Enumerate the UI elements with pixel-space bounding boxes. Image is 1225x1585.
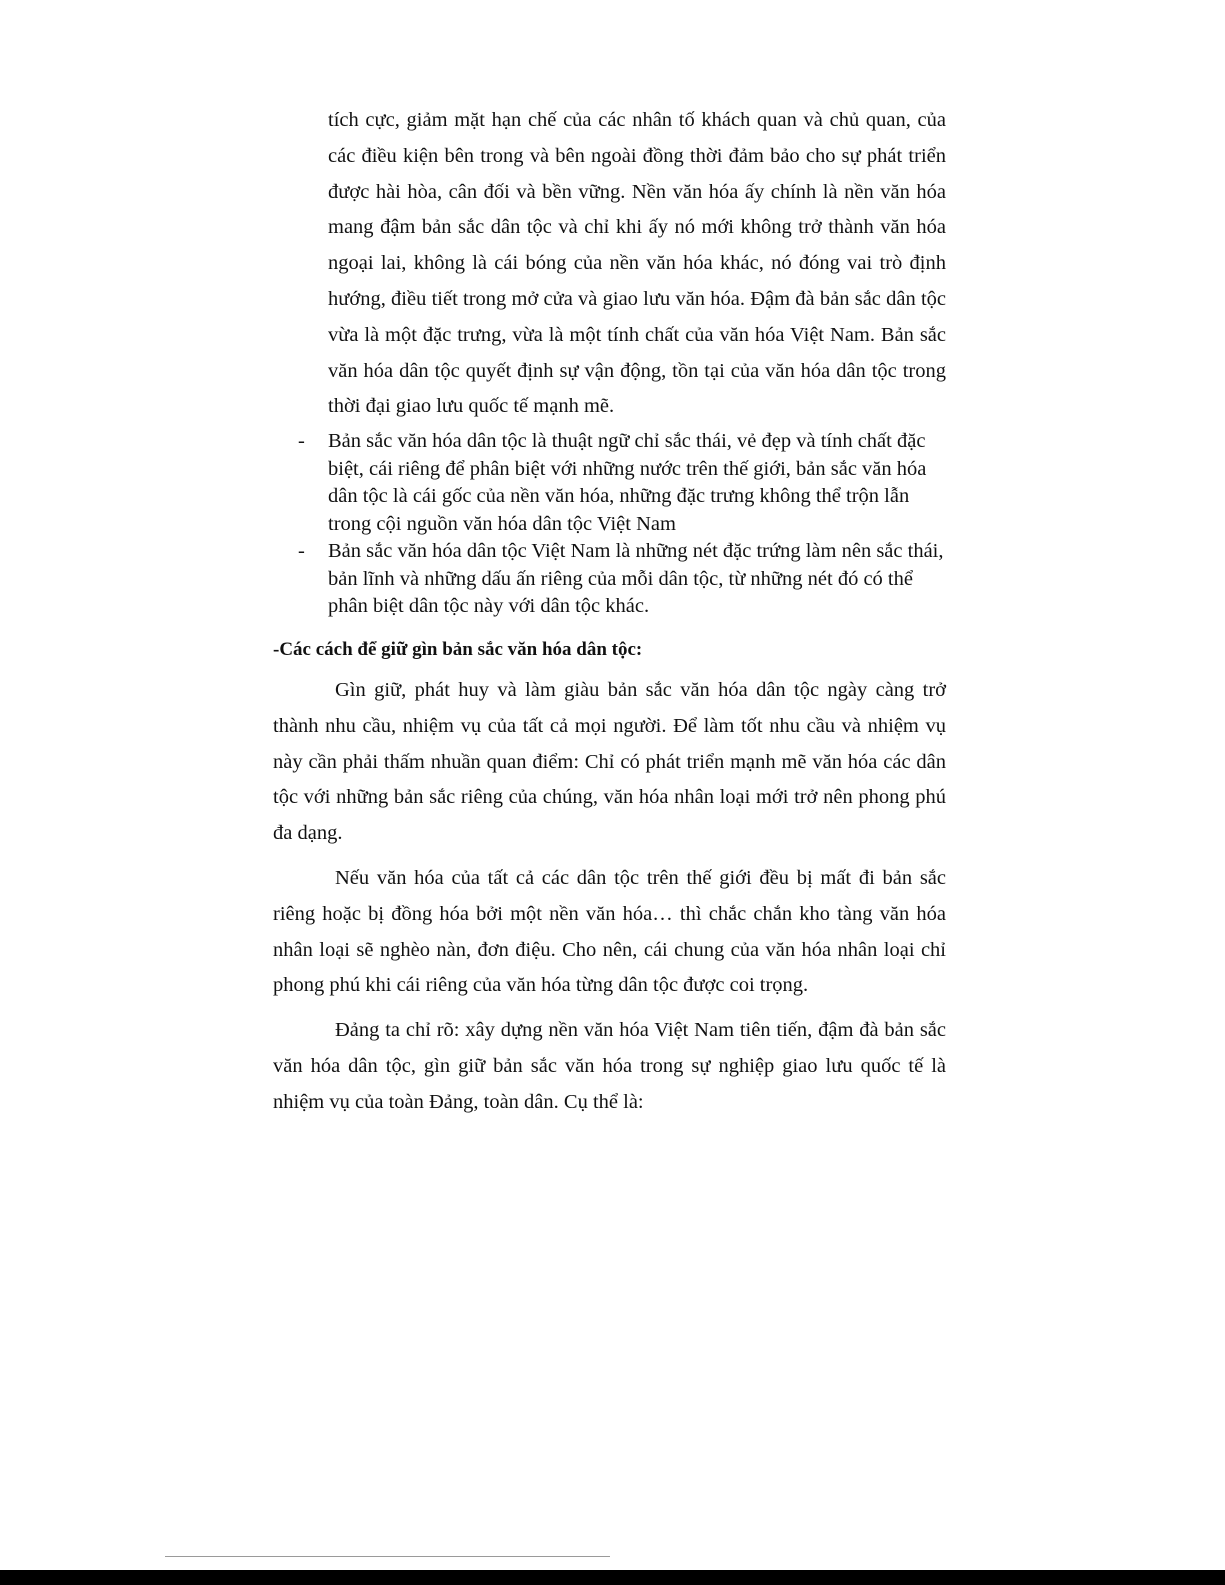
bullet-dash: -: [298, 430, 305, 452]
body-paragraph: Gìn giữ, phát huy và làm giàu bản sắc văn hóa dân tộc ngày càng trở thành nhu cầu, nhiệm vụ của tất cả mọi người. Để làm tốt nhu cầu và nhiệm vụ này cần phải thấm nhuần quan điểm: Chỉ có phát triển mạnh mẽ văn hóa các dân tộc với những bản sắc riêng của chúng, văn hóa nhân loại mới trở nên phong phú đa dạng.: [273, 679, 946, 845]
body-paragraph: Nếu văn hóa của tất cả các dân tộc trên thế giới đều bị mất đi bản sắc riêng hoặc bị đồng hóa bởi một nền văn hóa… thì chắc chắn kho tàng văn hóa nhân loại sẽ nghèo nàn, đơn điệu. Cho nên, cái chung của văn hóa nhân loại chỉ phong phú khi cái riêng của văn hóa từng dân tộc được coi trọng.: [273, 867, 946, 997]
bullet-dash: -: [298, 540, 305, 562]
bullet-text: Bản sắc văn hóa dân tộc là thuật ngữ chỉ sắc thái, vẻ đẹp và tính chất đặc biệt, cái riêng để phân biệt với những nước trên thế giới, bản sắc văn hóa dân tộc là cái gốc của nền văn hóa, những đặc trưng không thể trộn lẫn trong cội nguồn văn hóa dân tộc Việt Nam: [328, 430, 927, 535]
list-item: [296, 538, 946, 621]
bullet-text: Bản sắc văn hóa dân tộc Việt Nam là những nét đặc trứng làm nên sắc thái, bản lĩnh và những dấu ấn riêng của mỗi dân tộc, từ những nét đó có thể phân biệt dân tộc này với dân tộc khác.: [328, 540, 944, 617]
list-item: [296, 428, 946, 538]
page-bottom-edge: [0, 1570, 1225, 1585]
continuation-paragraph: tích cực, giảm mặt hạn chế của các nhân tố khách quan và chủ quan, của các điều kiện bên trong và bên ngoài đồng thời đảm bảo cho sự phát triển được hài hòa, cân đối và bền vững. Nền văn hóa ấy chính là nền văn hóa mang đậm bản sắc dân tộc và chỉ khi ấy nó mới không trở thành văn hóa ngoại lai, không là cái bóng của nền văn hóa khác, nó đóng vai trò định hướng, điều tiết trong mở cửa và giao lưu văn hóa. Đậm đà bản sắc dân tộc vừa là một đặc trưng, vừa là một tính chất của văn hóa Việt Nam. Bản sắc văn hóa dân tộc quyết định sự vận động, tồn tại của văn hóa dân tộc trong thời đại giao lưu quốc tế mạnh mẽ.: [328, 109, 946, 418]
section-heading: -Các cách để giữ gìn bản sắc văn hóa dân tộc:: [273, 639, 643, 660]
body-paragraph: Đảng ta chỉ rõ: xây dựng nền văn hóa Việt Nam tiên tiến, đậm đà bản sắc văn hóa dân tộc, gìn giữ bản sắc văn hóa trong sự nghiệp giao lưu quốc tế là nhiệm vụ của toàn Đảng, toàn dân. Cụ thể là:: [273, 1019, 946, 1113]
bullet-list: [296, 428, 946, 621]
footnote-separator: [165, 1556, 610, 1557]
